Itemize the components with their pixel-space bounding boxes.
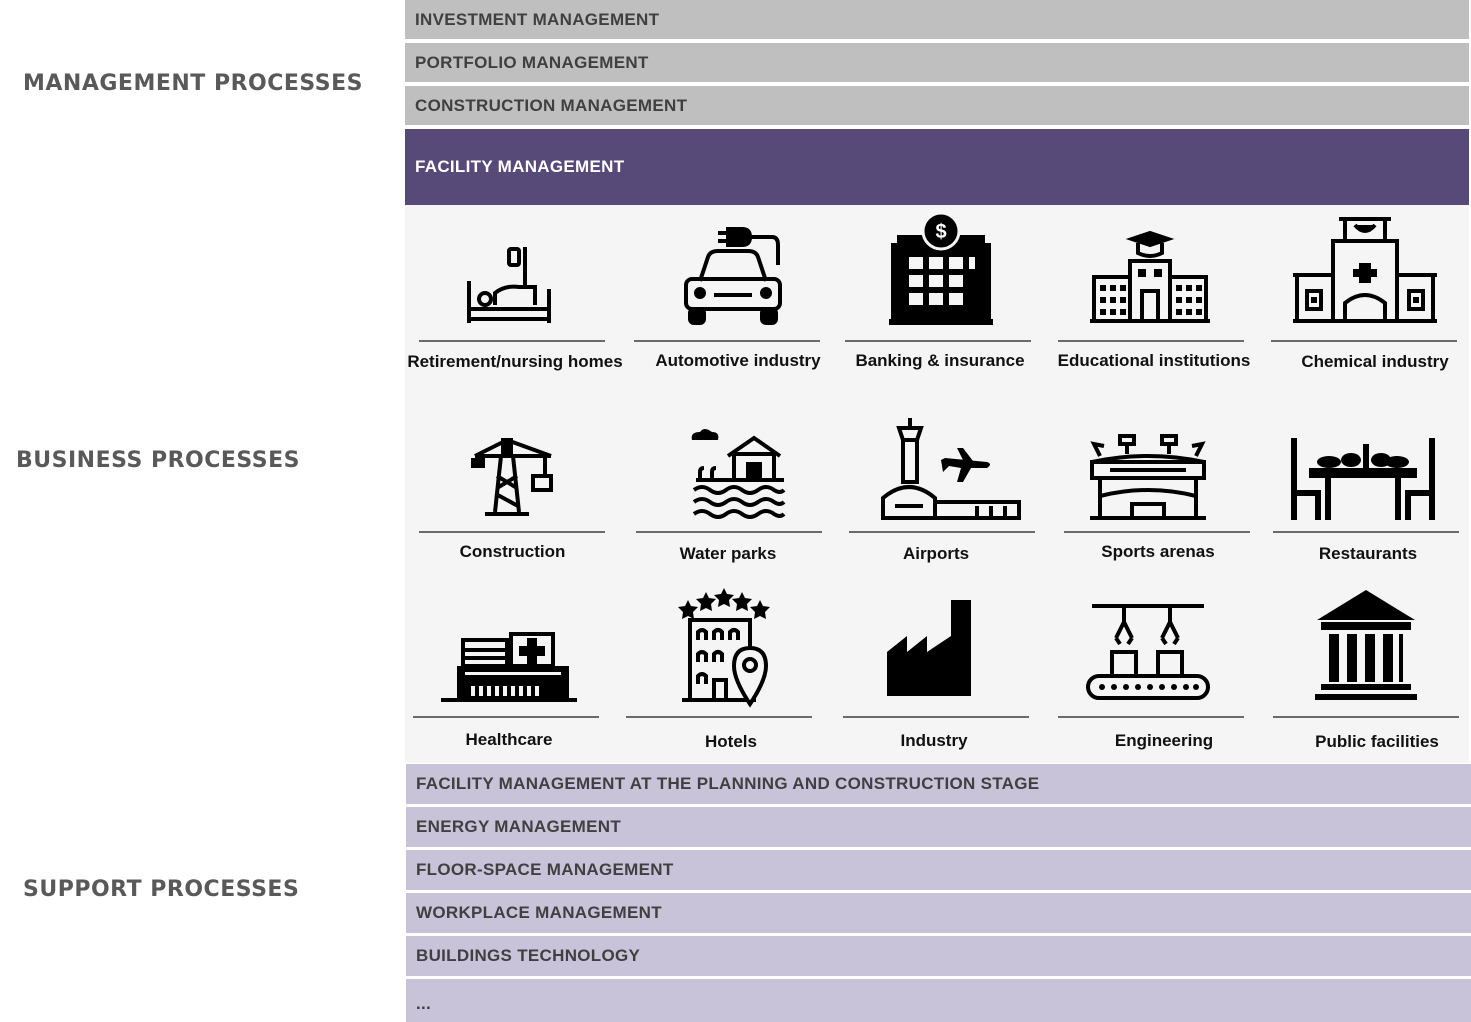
- bank-building-icon: [889, 213, 993, 325]
- industry-grid: [405, 205, 1469, 763]
- tile-label: Engineering: [1114, 731, 1214, 750]
- tile-retirement-nursing-homes: [405, 205, 623, 400]
- facility-management-bar: FACILITY MANAGEMENT: [405, 129, 1469, 205]
- chemical-plant-icon: [1293, 215, 1437, 325]
- tile-automotive-industry: [618, 205, 831, 400]
- tile-construction: [405, 400, 618, 580]
- construction-management-bar: CONSTRUCTION MANAGEMENT: [405, 86, 1469, 125]
- tile-label: Construction: [459, 542, 566, 561]
- buildings-technology-bar: BUILDINGS TECHNOLOGY: [406, 936, 1471, 976]
- water-park-icon: [688, 428, 788, 520]
- tile-label: Water parks: [679, 544, 777, 563]
- tile-banking-insurance: [831, 205, 1044, 400]
- electric-car-icon: [678, 215, 788, 330]
- tile-label: Chemical industry: [1301, 352, 1449, 371]
- management-processes-label: MANAGEMENT PROCESSES: [23, 71, 363, 96]
- tile-hotels: [618, 580, 831, 763]
- tile-label: Airports: [902, 544, 970, 563]
- tile-label: Hotels: [705, 732, 757, 751]
- business-processes-label: BUSINESS PROCESSES: [16, 448, 300, 473]
- dining-table-icon: [1289, 434, 1437, 520]
- tile-label: Healthcare: [465, 730, 553, 749]
- tile-water-parks: [618, 400, 831, 580]
- stadium-icon: [1088, 432, 1208, 520]
- floor-space-management-bar: FLOOR-SPACE MANAGEMENT: [406, 850, 1471, 890]
- tile-restaurants: [1257, 400, 1469, 580]
- factory-icon: [885, 600, 973, 698]
- hotel-icon: [678, 584, 776, 704]
- investment-management-bar: INVESTMENT MANAGEMENT: [405, 0, 1469, 39]
- portfolio-management-bar: PORTFOLIO MANAGEMENT: [405, 43, 1469, 82]
- tile-sports-arenas: [1044, 400, 1257, 580]
- school-building-icon: [1090, 231, 1210, 325]
- hospital-bed-icon: [465, 245, 555, 325]
- conveyor-robot-icon: [1084, 600, 1212, 702]
- tile-label: Public facilities: [1315, 732, 1439, 751]
- crane-icon: [471, 436, 555, 518]
- tile-airports: [831, 400, 1044, 580]
- tile-industry: [831, 580, 1044, 763]
- tile-label: Industry: [900, 731, 968, 750]
- tile-educational-institutions: [1044, 205, 1257, 400]
- tile-label: Educational institutions: [1057, 351, 1251, 370]
- airport-icon: [879, 414, 1021, 520]
- tile-label: Restaurants: [1318, 544, 1418, 563]
- fm-planning-construction-bar: FACILITY MANAGEMENT AT THE PLANNING AND CONSTRUCTION STAGE: [406, 764, 1471, 804]
- tile-label: Sports arenas: [1101, 542, 1215, 561]
- support-processes-label: SUPPORT PROCESSES: [23, 877, 300, 902]
- workplace-management-bar: WORKPLACE MANAGEMENT: [406, 893, 1471, 933]
- tile-healthcare: [405, 580, 618, 763]
- svg-text:$: $: [935, 221, 947, 243]
- tile-label: Automotive industry: [655, 351, 821, 370]
- energy-management-bar: ENERGY MANAGEMENT: [406, 807, 1471, 847]
- tile-label: Retirement/nursing homes: [407, 352, 623, 371]
- tile-engineering: [1044, 580, 1257, 763]
- tile-public-facilities: [1257, 580, 1469, 763]
- more-support-bar: ...: [406, 979, 1471, 1022]
- tile-label: Banking & insurance: [855, 351, 1025, 370]
- hospital-icon: [441, 630, 577, 702]
- tile-chemical-industry: [1257, 205, 1469, 400]
- public-building-icon: [1315, 588, 1417, 702]
